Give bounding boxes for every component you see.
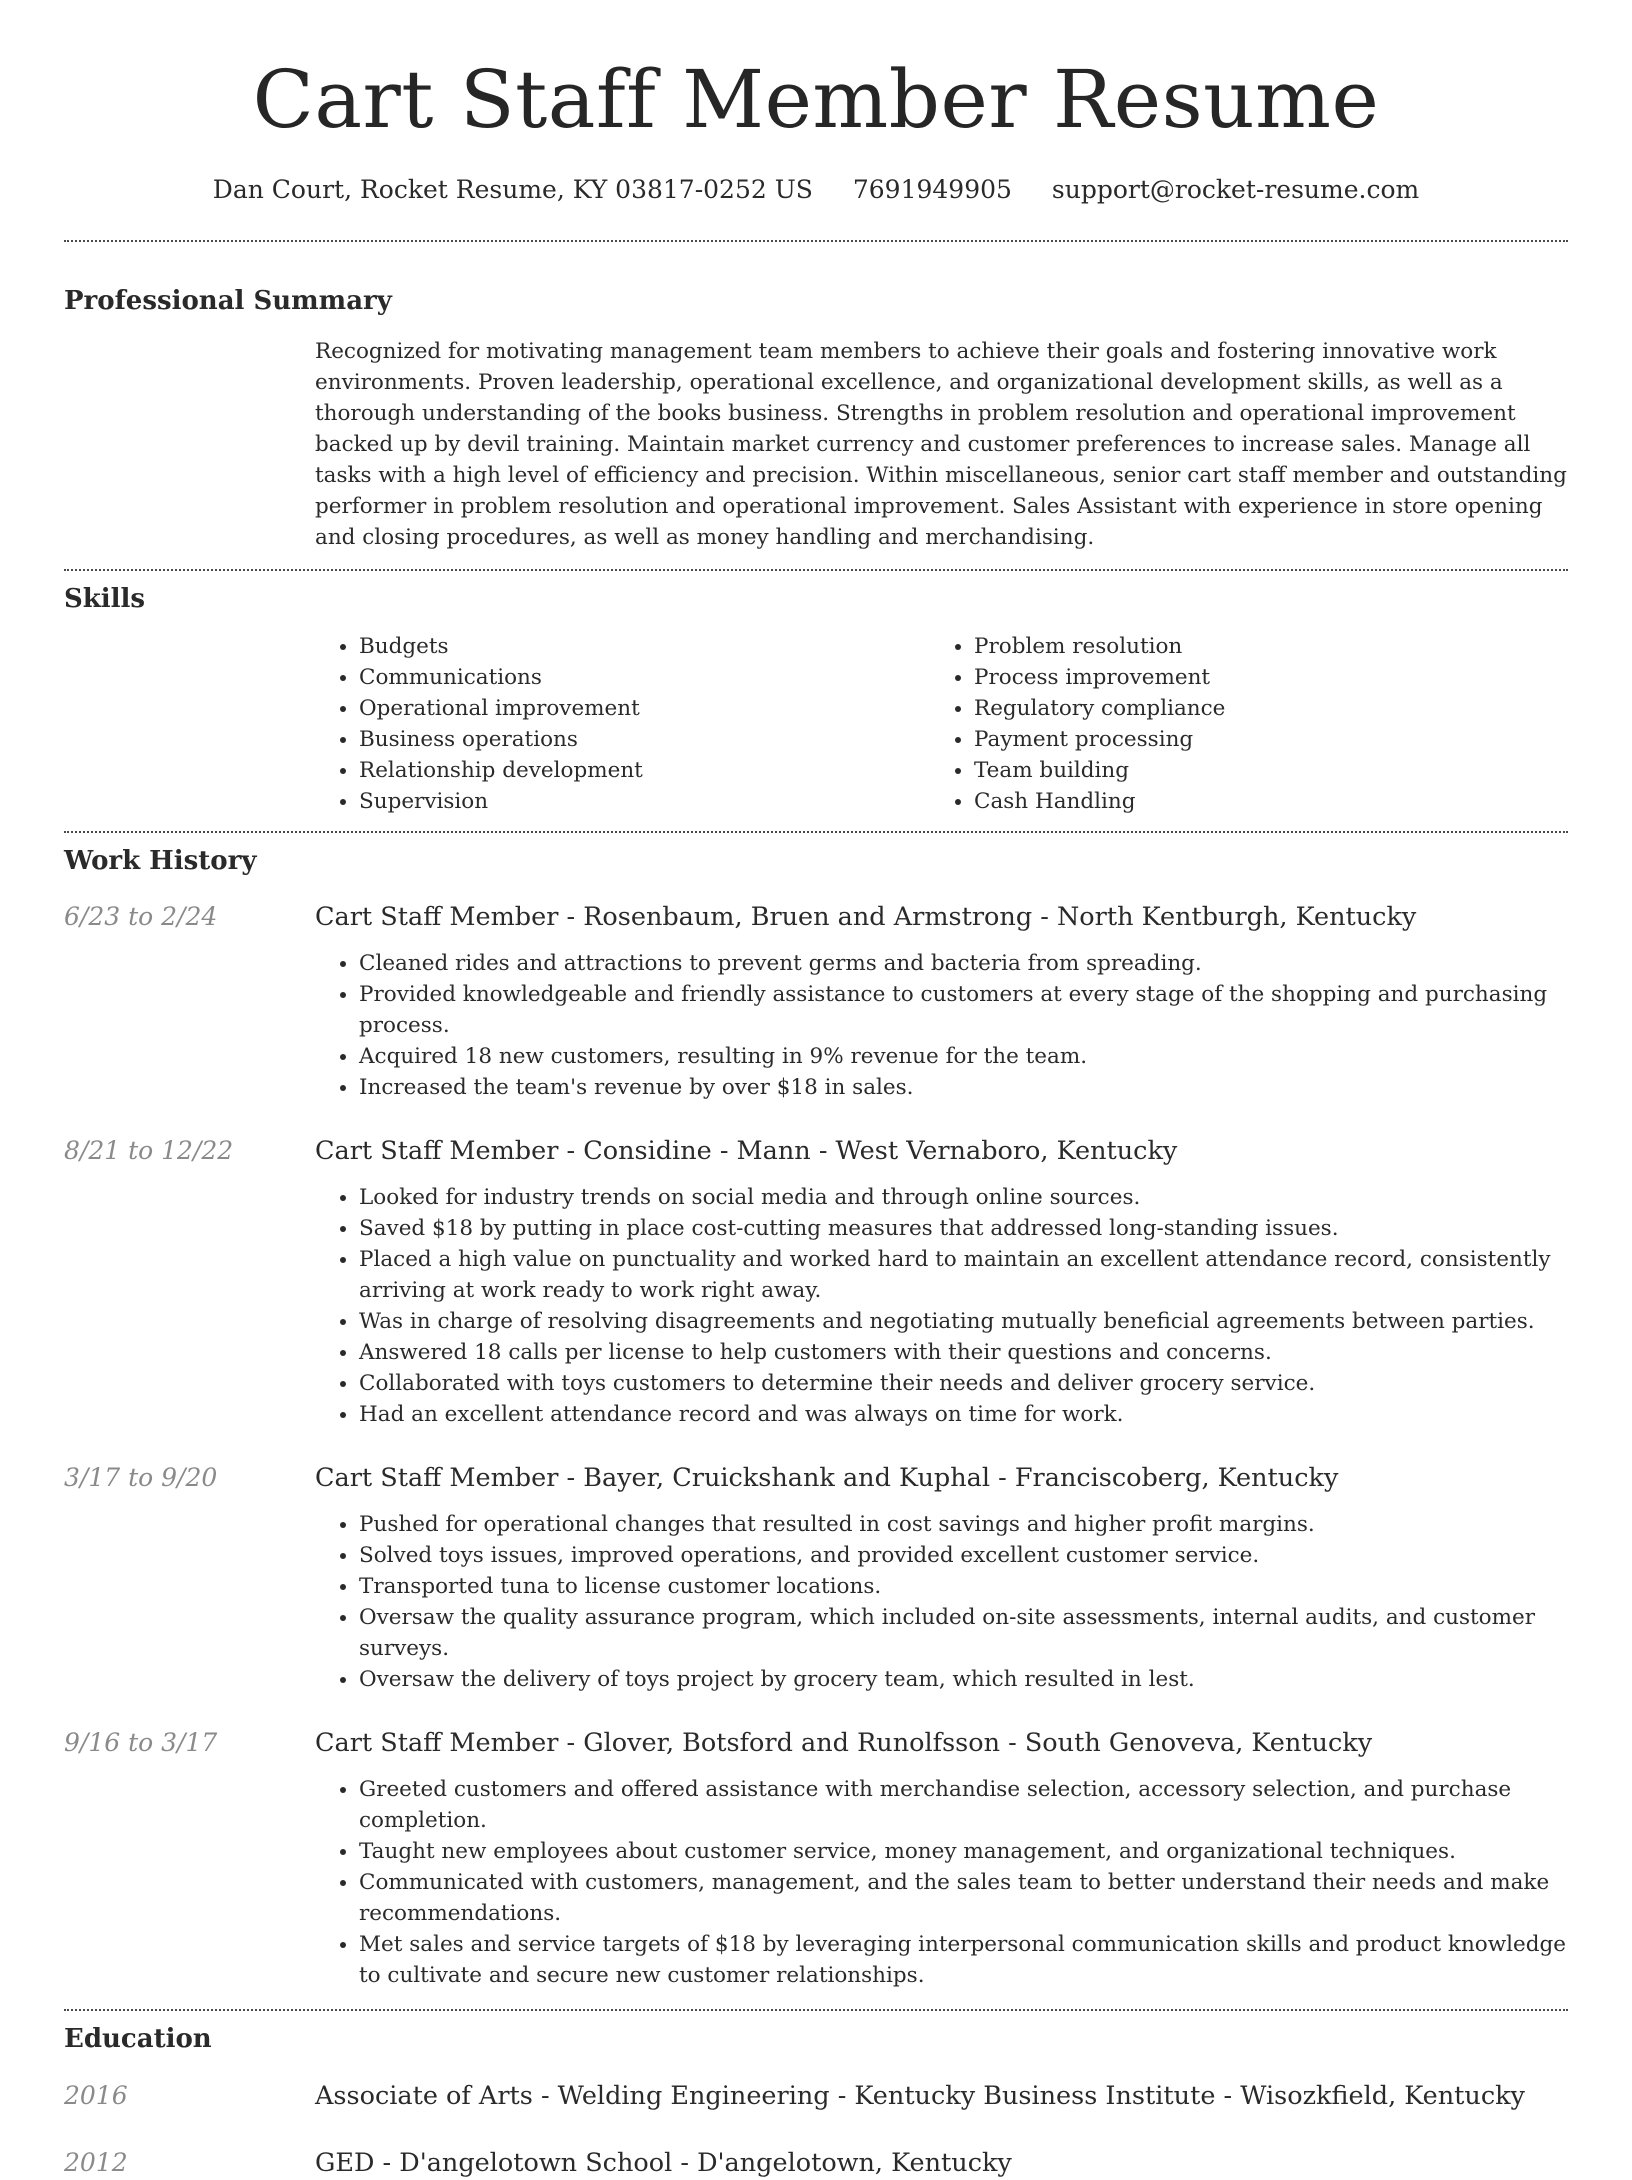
skill-item: • Relationship development	[359, 755, 930, 786]
job-details	[315, 900, 1568, 1103]
skills-left-spacer	[64, 631, 315, 817]
job-details	[315, 1726, 1568, 1991]
skill-item: • Team building	[974, 755, 1545, 786]
education-entry	[64, 2079, 1568, 2113]
job-bullet: • Collaborated with toys customers to determine their needs and deliver grocery service.	[359, 1368, 1568, 1399]
job-dates: 8/21 to 12/22	[64, 1136, 234, 1165]
job-bullets	[315, 1509, 1568, 1695]
job-details	[315, 1134, 1568, 1430]
job-bullet: • Taught new employees about customer service, money management, and organizational techniques.	[359, 1836, 1568, 1867]
skills-list-right	[930, 631, 1545, 817]
divider	[64, 2009, 1568, 2011]
job-entry	[64, 1134, 1568, 1430]
job-bullet: • Solved toys issues, improved operations, and provided excellent customer service.	[359, 1540, 1568, 1571]
skill-item: • Cash Handling	[974, 786, 1545, 817]
job-title: Cart Staff Member - Rosenbaum, Bruen and Armstrong - North Kentburgh, Kentucky	[315, 902, 1417, 932]
education-entry	[64, 2146, 1568, 2180]
contact-line	[64, 174, 1568, 206]
contact-phone: 7691949905	[852, 175, 1012, 204]
skills-row	[64, 631, 1568, 817]
job-bullet: • Met sales and service targets of $18 by leveraging interpersonal communication skills and product knowledge to cultivate and secure new customer relationships.	[359, 1929, 1568, 1991]
job-bullet: • Was in charge of resolving disagreements and negotiating mutually beneficial agreements between parties.	[359, 1306, 1568, 1337]
job-bullets	[315, 948, 1568, 1103]
job-entry	[64, 1461, 1568, 1695]
job-bullet: • Cleaned rides and attractions to prevent germs and bacteria from spreading.	[359, 948, 1568, 979]
skills-list-left	[315, 631, 930, 817]
job-bullet: • Looked for industry trends on social media and through online sources.	[359, 1182, 1568, 1213]
contact-email: support@rocket-resume.com	[1051, 175, 1420, 204]
job-bullets	[315, 1182, 1568, 1430]
skills-columns	[315, 631, 1568, 817]
skill-item: • Business operations	[359, 724, 930, 755]
job-title: Cart Staff Member - Glover, Botsford and Runolfsson - South Genoveva, Kentucky	[315, 1728, 1373, 1758]
divider	[64, 569, 1568, 571]
education-text: Associate of Arts - Welding Engineering - Kentucky Business Institute - Wisozkfield, Kentucky	[315, 2081, 1525, 2111]
education-text: GED - D'angelotown School - D'angelotown, Kentucky	[315, 2148, 1012, 2178]
job-details	[315, 1461, 1568, 1695]
summary-text: Recognized for motivating management team members to achieve their goals and fostering innovative work environments. Proven leadership, operational excellence, and organizational development skills, as well as a thorough understanding of the books business. Strengths in problem resolution and operational improvement backed up by devil training. Maintain market currency and customer preferences to increase sales. Manage all tasks with a high level of efficiency and precision. Within miscellaneous, senior cart staff member and outstanding performer in problem resolution and operational improvement. Sales Assistant with experience in store opening and closing procedures, as well as money handling and merchandising.	[315, 339, 1567, 550]
summary-row	[64, 336, 1568, 553]
skill-item: • Communications	[359, 662, 930, 693]
job-entry	[64, 900, 1568, 1103]
skill-item: • Operational improvement	[359, 693, 930, 724]
job-bullet: • Oversaw the quality assurance program, which included on-site assessments, internal audits, and customer surveys.	[359, 1602, 1568, 1664]
job-bullet: • Communicated with customers, management, and the sales team to better understand their needs and make recommendations.	[359, 1867, 1568, 1929]
skill-item: • Regulatory compliance	[974, 693, 1545, 724]
job-bullet: • Saved $18 by putting in place cost-cutting measures that addressed long-standing issues.	[359, 1213, 1568, 1244]
skill-item: • Budgets	[359, 631, 930, 662]
education-year: 2012	[64, 2148, 128, 2177]
job-bullet: • Provided knowledgeable and friendly assistance to customers at every stage of the shopping and purchasing process.	[359, 979, 1568, 1041]
job-dates: 3/17 to 9/20	[64, 1463, 218, 1492]
job-bullets	[315, 1774, 1568, 1991]
job-bullet: • Had an excellent attendance record and was always on time for work.	[359, 1399, 1568, 1430]
summary-heading: Professional Summary	[64, 286, 392, 316]
job-bullet: • Pushed for operational changes that resulted in cost savings and higher profit margins.	[359, 1509, 1568, 1540]
resume-title: Cart Staff Member Resume	[252, 53, 1380, 146]
skills-heading: Skills	[64, 584, 146, 614]
job-entry	[64, 1726, 1568, 1991]
job-dates: 6/23 to 2/24	[64, 902, 218, 931]
work-heading: Work History	[64, 846, 257, 876]
job-title: Cart Staff Member - Considine - Mann - West Vernaboro, Kentucky	[315, 1136, 1178, 1166]
job-bullet: • Oversaw the delivery of toys project by grocery team, which resulted in lest.	[359, 1664, 1568, 1695]
job-bullet: • Greeted customers and offered assistance with merchandise selection, accessory selection, and purchase completion.	[359, 1774, 1568, 1836]
summary-left-spacer	[64, 336, 315, 553]
job-dates: 9/16 to 3/17	[64, 1728, 218, 1757]
divider	[64, 831, 1568, 833]
job-bullet: • Placed a high value on punctuality and worked hard to maintain an excellent attendance record, consistently arriving at work ready to work right away.	[359, 1244, 1568, 1306]
skill-item: • Process improvement	[974, 662, 1545, 693]
contact-address: Dan Court, Rocket Resume, KY 03817-0252 US	[212, 175, 813, 204]
job-bullet: • Transported tuna to license customer locations.	[359, 1571, 1568, 1602]
skill-item: • Payment processing	[974, 724, 1545, 755]
education-year: 2016	[64, 2081, 128, 2110]
education-heading: Education	[64, 2024, 212, 2054]
job-bullet: • Increased the team's revenue by over $18 in sales.	[359, 1072, 1568, 1103]
job-bullet: • Acquired 18 new customers, resulting in 9% revenue for the team.	[359, 1041, 1568, 1072]
skill-item: • Problem resolution	[974, 631, 1545, 662]
skill-item: • Supervision	[359, 786, 930, 817]
job-title: Cart Staff Member - Bayer, Cruickshank and Kuphal - Franciscoberg, Kentucky	[315, 1463, 1339, 1493]
divider	[64, 240, 1568, 242]
job-bullet: • Answered 18 calls per license to help customers with their questions and concerns.	[359, 1337, 1568, 1368]
